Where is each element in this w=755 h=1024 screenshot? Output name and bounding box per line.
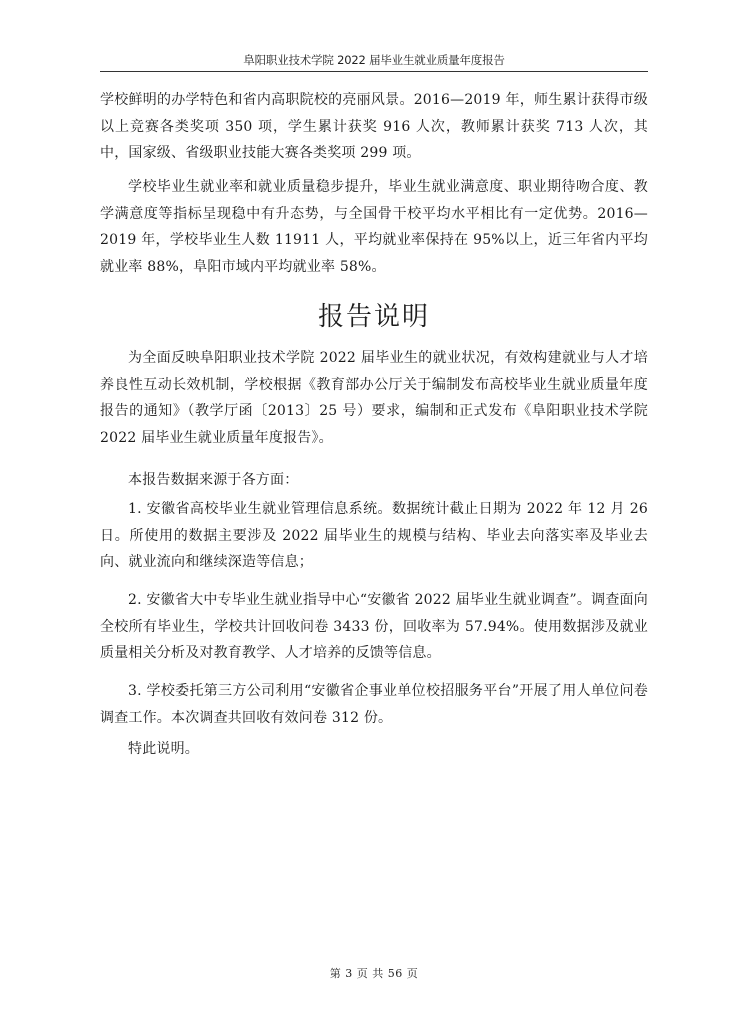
section-title: 报告说明 [317, 302, 430, 332]
report-paragraph-source-3: 3. 学校委托第三方公司利用“安徽省企事业单位校招服务平台”开展了用人单位问卷调查工作。本次调查共回收有效问卷 312 份。 [100, 683, 648, 726]
page-number: 第 3 页 共 56 页 [329, 967, 419, 980]
header-divider [100, 71, 648, 72]
report-paragraph-source-2: 2. 安徽省大中专毕业生就业指导中心“安徽省 2022 届毕业生就业调查”。调查面向全校所有毕业生，学校共计回收问卷 3433 份，回收率为 57.94%。使用数据涉及就业质量相关分析及对教育教学、人才培养的反馈等信息。 [100, 592, 648, 661]
report-paragraph-purpose: 为全面反映阜阳职业技术学院 2022 届毕业生的就业状况，有效构建就业与人才培养良性互动长效机制，学校根据《教育部办公厅关于编制发布高校毕业生就业质量年度报告的通知》（教学厅函〔2013〕25 号）要求，编制和正式发布《阜阳职业技术学院 2022 届毕业生就业质量年度报告》。 [100, 350, 648, 446]
intro-paragraph-1: 学校鲜明的办学特色和省内高职院校的亮丽风景。2016—2019 年，师生累计获得市级以上竞赛各类奖项 350 项，学生累计获奖 916 人次，教师累计获奖 713 人次，其中，国家级、省级职业技能大赛各类奖项 299 项。 [100, 92, 648, 161]
running-header: 阜阳职业技术学院 2022 届毕业生就业质量年度报告 [243, 53, 505, 67]
report-paragraph-closing: 特此说明。 [128, 741, 199, 757]
report-paragraph-source-1: 1. 安徽省高校毕业生就业管理信息系统。数据统计截止日期为 2022 年 12 月 26 日。所使用的数据主要涉及 2022 届毕业生的规模与结构、毕业去向落实率及毕业去向、就业流向和继续深造等信息； [100, 501, 648, 570]
intro-paragraph-2: 学校毕业生就业率和就业质量稳步提升，毕业生就业满意度、职业期待吻合度、教学满意度等指标呈现稳中有升态势，与全国骨干校平均水平相比有一定优势。2016—2019 年，学校毕业生人数 11911 人，平均就业率保持在 95%以上，近三年省内平均就业率 88%，阜阳市域内平均就业率 58%。 [100, 179, 648, 275]
report-paragraph-sources-intro: 本报告数据来源于各方面： [128, 472, 299, 488]
